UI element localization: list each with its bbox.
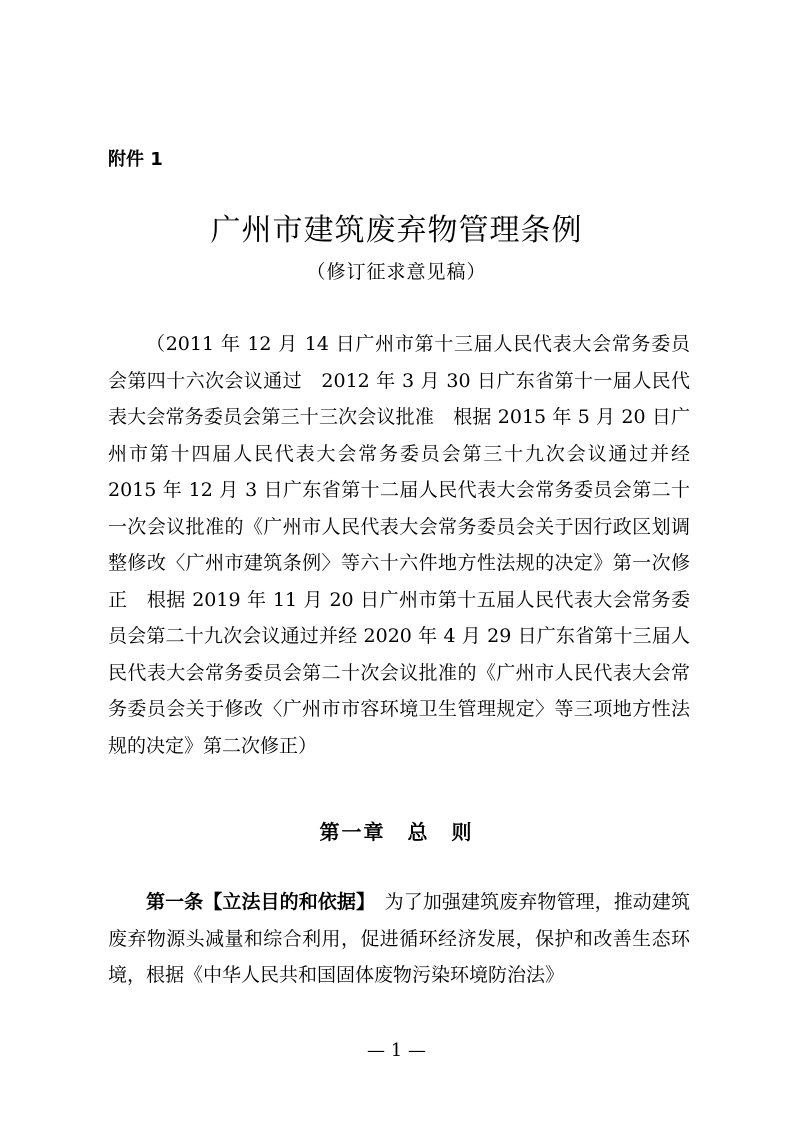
page-number: — 1 — [367,1040,426,1061]
chapter-heading: 第一章 总 则 [319,820,474,844]
article-1-heading: 第一条【立法目的和依据】 [146,891,366,913]
revision-history: （2011 年 12 月 14 日广州市第十三届人民代表大会常务委员会第四十六次会议通过 2012 年 3 月 30 日广东省第十一届人民代表大会常务委员会第三十三次会议批准 根据 2015 年 5 月 20 日广州市第十四届人民代表大会常务委员会第三十九次会议通过并经 2015 年 12 月 3 日广东省第十二届人民代表大会常务委员会第二十一次会议批准的《广州市人民代表大会常务委员会关于因行政区划调整修改〈广州市建筑条例〉等六十六件地方性法规的决定》第一次修正 根据 2019 年 11 月 20 日广州市第十五届人民代表大会常务委员会第二十九次会议通过并经 2020 年 4 月 29 日广东省第十三届人民代表大会常务委员会第二十次会议批准的《广州市人民代表大会常务委员会关于修改〈广州市市容环境卫生管理规定〉等三项地方性法规的决定》第二次修正） [108,333,690,757]
document-subtitle: （修订征求意见稿） [306,261,487,283]
document-title: 广州市建筑废弃物管理条例 [210,213,583,248]
article-1 [108,884,690,994]
article-1-text: 为了加强建筑废弃物管理，推动建筑废弃物源头减量和综合利用，促进循环经济发展，保护和改善生态环境，根据《中华人民共和国固体废物污染环境防治法》 [108,891,690,986]
attachment-label: 附件 1 [108,149,163,170]
